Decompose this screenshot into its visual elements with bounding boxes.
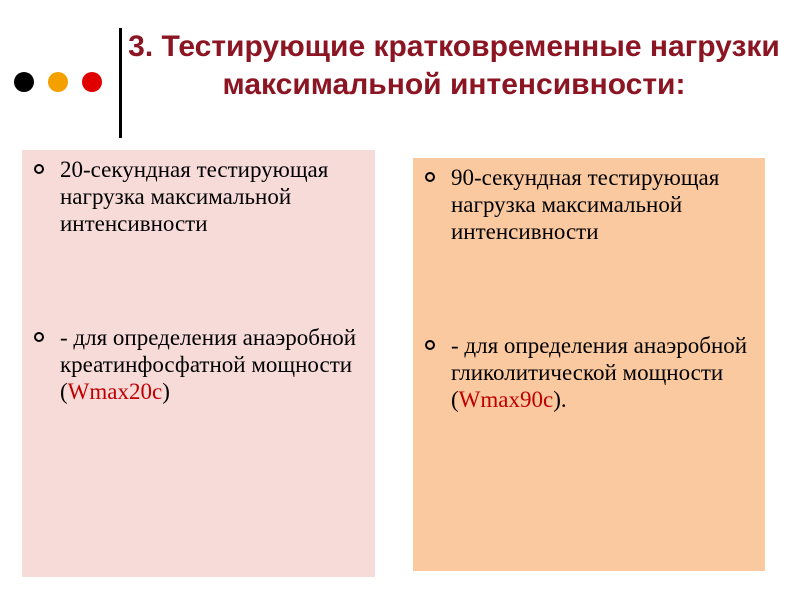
title-divider [119,28,122,138]
black-dot-icon [14,72,34,92]
right-item-2-suffix: ). [553,387,567,412]
right-item-2-prefix: - для определения анаэробной гликолитической мощности ( [451,333,748,412]
left-item-2-code: Wmax20с [67,379,163,404]
slide-title: 3. Тестирующие кратковременные нагрузки максимальной интенсивности: [128,30,780,101]
red-dot-icon [82,72,102,92]
right-item-2-text [451,332,755,413]
right-panel [413,158,765,571]
left-item-2-text [60,324,365,405]
bullet-icon [34,332,44,342]
decorative-dots [14,72,114,92]
left-panel [22,150,375,577]
bullet-icon [425,172,435,182]
orange-dot-icon [48,72,68,92]
right-item-1-text: 90-секундная тестирующая нагрузка максимальной интенсивности [451,165,720,244]
right-item-2-code: Wmax90с [458,387,554,412]
left-item-2-suffix: ) [162,379,170,404]
left-item-1-text: 20-секундная тестирующая нагрузка максимальной интенсивности [60,157,329,236]
bullet-icon [34,164,44,174]
bullet-icon [425,340,435,350]
left-item-2-prefix: - для определения анаэробной креатинфосфатной мощности ( [60,325,357,404]
